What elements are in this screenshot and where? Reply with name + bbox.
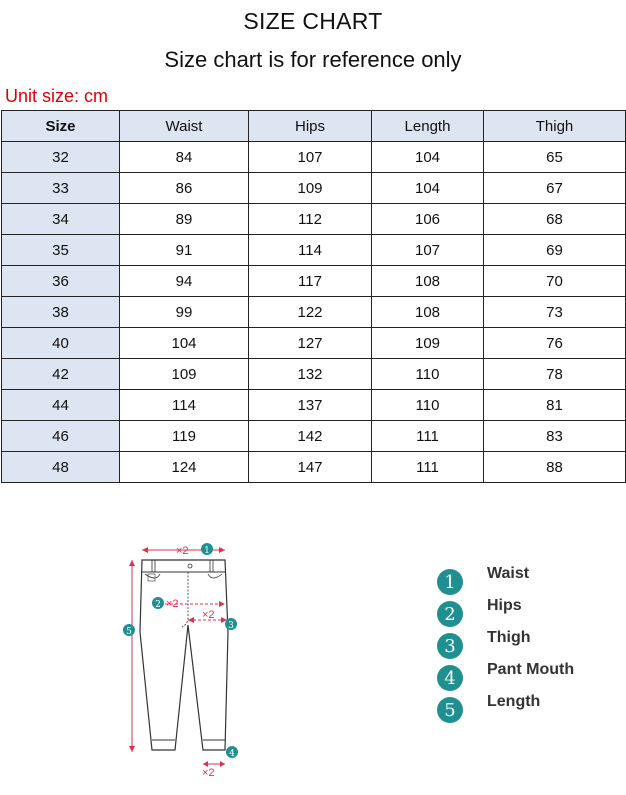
- legend-item: [437, 626, 574, 658]
- legend-label: Waist: [487, 565, 530, 582]
- cell-thigh: 88: [484, 452, 626, 483]
- cell-waist: 84: [120, 142, 249, 173]
- cell-length: 111: [372, 421, 484, 452]
- cell-length: 110: [372, 390, 484, 421]
- legend-item: [437, 690, 574, 722]
- cell-waist: 91: [120, 235, 249, 266]
- cell-length: 106: [372, 204, 484, 235]
- legend-number-badge: 3: [437, 633, 463, 659]
- legend-item: [437, 562, 574, 594]
- hips-mark: ×2: [166, 598, 179, 610]
- cell-hips: 122: [249, 297, 372, 328]
- legend-number-badge: 4: [437, 665, 463, 691]
- cell-hips: 107: [249, 142, 372, 173]
- cell-waist: 119: [120, 421, 249, 452]
- cell-waist: 89: [120, 204, 249, 235]
- svg-text:1: 1: [204, 546, 210, 556]
- svg-text:3: 3: [228, 621, 234, 631]
- table-row: [2, 359, 626, 390]
- cell-hips: 142: [249, 421, 372, 452]
- column-header-waist: Waist: [120, 111, 249, 142]
- cell-thigh: 67: [484, 173, 626, 204]
- cell-hips: 132: [249, 359, 372, 390]
- cell-waist: 114: [120, 390, 249, 421]
- cell-thigh: 81: [484, 390, 626, 421]
- table-row: [2, 390, 626, 421]
- table-header-row: [2, 111, 626, 142]
- cell-size: 35: [2, 235, 120, 266]
- cell-length: 108: [372, 266, 484, 297]
- waist-mark: ×2: [176, 545, 189, 557]
- cell-hips: 137: [249, 390, 372, 421]
- size-table: [1, 110, 626, 483]
- cell-hips: 127: [249, 328, 372, 359]
- svg-text:5: 5: [126, 627, 132, 637]
- svg-text:4: 4: [229, 749, 235, 759]
- cell-thigh: 68: [484, 204, 626, 235]
- table-row: [2, 421, 626, 452]
- cell-size: 46: [2, 421, 120, 452]
- cell-thigh: 69: [484, 235, 626, 266]
- unit-label: Unit size: cm: [5, 86, 109, 106]
- cell-waist: 109: [120, 359, 249, 390]
- cell-size: 48: [2, 452, 120, 483]
- table-row: [2, 297, 626, 328]
- cell-waist: 94: [120, 266, 249, 297]
- cell-hips: 112: [249, 204, 372, 235]
- cell-size: 40: [2, 328, 120, 359]
- cell-thigh: 83: [484, 421, 626, 452]
- legend-item: [437, 594, 574, 626]
- cell-hips: 147: [249, 452, 372, 483]
- cell-size: 34: [2, 204, 120, 235]
- cell-hips: 109: [249, 173, 372, 204]
- column-header-length: Length: [372, 111, 484, 142]
- mouth-mark: ×2: [202, 767, 215, 779]
- cell-thigh: 78: [484, 359, 626, 390]
- table-row: [2, 173, 626, 204]
- pants-diagram: [110, 532, 260, 782]
- cell-size: 33: [2, 173, 120, 204]
- cell-waist: 86: [120, 173, 249, 204]
- measurement-legend: [437, 562, 574, 722]
- cell-size: 32: [2, 142, 120, 173]
- table-row: [2, 204, 626, 235]
- thigh-mark: ×2: [202, 609, 215, 621]
- table-row: [2, 452, 626, 483]
- cell-length: 110: [372, 359, 484, 390]
- cell-waist: 104: [120, 328, 249, 359]
- cell-size: 42: [2, 359, 120, 390]
- table-row: [2, 142, 626, 173]
- cell-length: 104: [372, 142, 484, 173]
- svg-text:2: 2: [155, 600, 161, 610]
- legend-label: Thigh: [487, 629, 531, 646]
- cell-size: 36: [2, 266, 120, 297]
- table-row: [2, 266, 626, 297]
- legend-item: [437, 658, 574, 690]
- cell-length: 109: [372, 328, 484, 359]
- legend-label: Length: [487, 693, 541, 710]
- table-row: [2, 328, 626, 359]
- size-chart-title: SIZE CHART: [243, 8, 383, 34]
- column-header-hips: Hips: [249, 111, 372, 142]
- size-chart-subtitle: Size chart is for reference only: [164, 47, 462, 72]
- cell-length: 107: [372, 235, 484, 266]
- cell-hips: 114: [249, 235, 372, 266]
- legend-number-badge: 1: [437, 569, 463, 595]
- cell-thigh: 70: [484, 266, 626, 297]
- cell-thigh: 76: [484, 328, 626, 359]
- pants-illustration: [110, 532, 260, 782]
- cell-length: 104: [372, 173, 484, 204]
- cell-waist: 124: [120, 452, 249, 483]
- table-row: [2, 235, 626, 266]
- legend-number-badge: 5: [437, 697, 463, 723]
- cell-thigh: 73: [484, 297, 626, 328]
- cell-thigh: 65: [484, 142, 626, 173]
- cell-length: 108: [372, 297, 484, 328]
- column-header-thigh: Thigh: [484, 111, 626, 142]
- cell-hips: 117: [249, 266, 372, 297]
- cell-size: 44: [2, 390, 120, 421]
- cell-length: 111: [372, 452, 484, 483]
- cell-waist: 99: [120, 297, 249, 328]
- legend-label: Pant Mouth: [487, 661, 575, 678]
- cell-size: 38: [2, 297, 120, 328]
- legend-label: Hips: [487, 597, 522, 614]
- column-header-size: Size: [2, 111, 120, 142]
- legend-number-badge: 2: [437, 601, 463, 627]
